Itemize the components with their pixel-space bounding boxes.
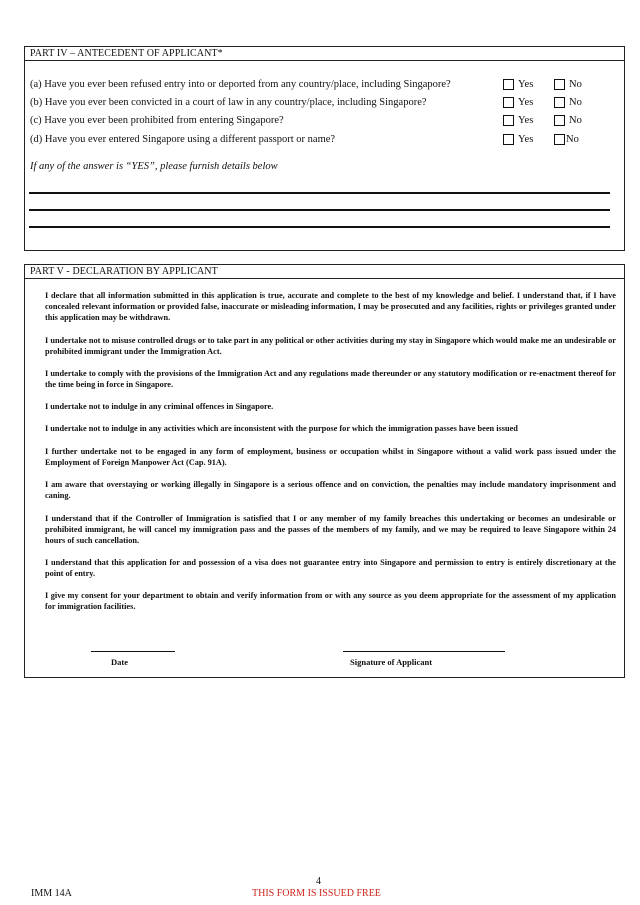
- no-checkbox[interactable]: [554, 134, 565, 145]
- yes-checkbox[interactable]: [503, 79, 514, 90]
- no-checkbox[interactable]: [554, 115, 565, 126]
- question-row-c: [30, 114, 620, 128]
- declaration-section: [24, 264, 625, 678]
- declaration-paragraph: I understand that this application for and possession of a visa does not guarantee entry into Singapore and permission to entry is entirely discretionary at the point of entry.: [45, 558, 616, 578]
- no-label: No: [566, 134, 579, 145]
- declaration-paragraph: I understand that if the Controller of Immigration is satisfied that I or any member of my family breaches this undertaking or becomes an undesirable or prohibited immigrant, he will cancel my immigration pass and the passes of the members of my family, and we may be required to leave Singapore within 24 hours of such cancellation.: [45, 514, 616, 545]
- form-code: IMM 14A: [31, 888, 72, 899]
- details-line-3[interactable]: [29, 226, 610, 228]
- date-line[interactable]: [91, 651, 175, 652]
- yes-label: Yes: [518, 115, 534, 126]
- yes-checkbox[interactable]: [503, 134, 514, 145]
- question-text: (d) Have you ever entered Singapore using a different passport or name?: [30, 134, 336, 145]
- page-number: 4: [316, 876, 321, 887]
- details-line-1[interactable]: [29, 192, 610, 194]
- signature-label: Signature of Applicant: [350, 657, 433, 667]
- question-text: (c) Have you ever been prohibited from entering Singapore?: [30, 115, 284, 126]
- yes-label: Yes: [518, 134, 534, 145]
- details-instruction: If any of the answer is “YES”, please furnish details below: [30, 161, 278, 172]
- no-checkbox[interactable]: [554, 79, 565, 90]
- signature-line[interactable]: [343, 651, 505, 652]
- no-label: No: [569, 97, 582, 108]
- question-row-b: [30, 96, 620, 110]
- antecedent-section: [24, 46, 625, 251]
- declaration-paragraph: I undertake not to indulge in any activities which are inconsistent with the purpose for which the immigration passes have been issued: [45, 424, 518, 433]
- details-line-2[interactable]: [29, 209, 610, 211]
- declaration-paragraph: I declare that all information submitted in this application is true, accurate and complete to the best of my knowledge and belief. I understand that, if I have concealed relevant information or provided false, inaccurate or misleading information, I may be prosecuted and any facilities, rights or privileges granted under this application may be withdrawn.: [45, 291, 616, 322]
- yes-label: Yes: [518, 97, 534, 108]
- question-row-d: [30, 133, 620, 147]
- no-label: No: [569, 115, 582, 126]
- declaration-paragraph: I give my consent for your department to obtain and verify information from or with any source as you deem appropriate for the assessment of my application for immigration facilities.: [45, 591, 616, 611]
- date-label: Date: [111, 657, 128, 667]
- declaration-paragraph: I further undertake not to be engaged in any form of employment, business or occupation whilst in Singapore without a valid work pass issued under the Employment of Foreign Manpower Act (Cap. 91A).: [45, 447, 616, 467]
- no-checkbox[interactable]: [554, 97, 565, 108]
- question-text: (b) Have you ever been convicted in a court of law in any country/place, including Singapore?: [30, 97, 427, 108]
- issued-free-notice: THIS FORM IS ISSUED FREE: [252, 888, 381, 899]
- no-label: No: [569, 79, 582, 90]
- declaration-paragraph: I undertake not to misuse controlled drugs or to take part in any political or other activities during my stay in Singapore which would make me an undesirable or prohibited immigrant under the Immigration Act.: [45, 336, 616, 356]
- declaration-paragraph: I undertake not to indulge in any criminal offences in Singapore.: [45, 402, 274, 411]
- declaration-paragraph: I am aware that overstaying or working illegally in Singapore is a serious offence and on conviction, the penalties may include mandatory imprisonment and caning.: [45, 480, 616, 500]
- yes-checkbox[interactable]: [503, 97, 514, 108]
- question-text: (a) Have you ever been refused entry into or deported from any country/place, including Singapore?: [30, 79, 451, 90]
- yes-label: Yes: [518, 79, 534, 90]
- section-title: PART V - DECLARATION BY APPLICANT: [25, 265, 624, 279]
- yes-checkbox[interactable]: [503, 115, 514, 126]
- section-title: PART IV – ANTECEDENT OF APPLICANT*: [25, 47, 624, 61]
- declaration-paragraph: I undertake to comply with the provisions of the Immigration Act and any regulations made thereunder or any statutory modification or re-enactment thereof for the time being in force in Singapore.: [45, 369, 616, 389]
- question-row-a: [30, 78, 620, 92]
